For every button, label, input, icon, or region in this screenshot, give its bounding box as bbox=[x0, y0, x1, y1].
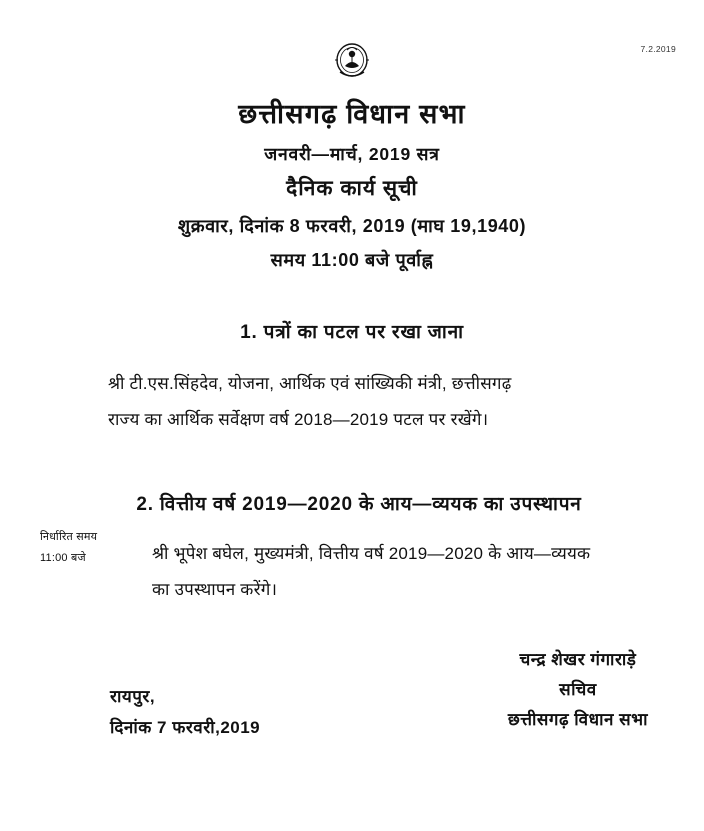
agenda-item-2-body-line-1: श्री भूपेश बघेल, मुख्यमंत्री, वित्तीय वर्ष 2019—2020 के आय—व्ययक bbox=[152, 544, 591, 563]
document-type-heading: दैनिक कार्य सूची bbox=[286, 176, 418, 200]
signatory-organisation: छत्तीसगढ़ विधान सभा bbox=[507, 709, 648, 729]
sitting-date-line: शुक्रवार, दिनांक 8 फरवरी, 2019 (माघ 19,1940) bbox=[177, 215, 527, 236]
agenda-item-1 bbox=[0, 318, 704, 437]
place-and-date-block bbox=[110, 682, 260, 743]
session-line: जनवरी—मार्च, 2019 सत्र bbox=[264, 143, 440, 164]
signature-block bbox=[508, 645, 648, 734]
agenda-item-2-time-note bbox=[40, 527, 97, 569]
signatory-designation: सचिव bbox=[559, 679, 597, 699]
agenda-item-2-body-line-2: का उपस्थापन करेंगे। bbox=[152, 579, 278, 599]
time-note-line-1: निर्धारित समय bbox=[40, 531, 98, 543]
agenda-item-1-body-line-1: श्री टी.एस.सिंहदेव, योजना, आर्थिक एवं सांख्यिकी मंत्री, छत्तीसगढ़ bbox=[108, 374, 512, 393]
emblem-container bbox=[0, 40, 704, 87]
page-title: छत्तीसगढ़ विधान सभा bbox=[238, 99, 466, 129]
chhattisgarh-vidhan-sabha-emblem-icon bbox=[332, 40, 372, 82]
title-block bbox=[0, 98, 704, 272]
sitting-time-line: समय 11:00 बजे पूर्वाह्न bbox=[270, 249, 434, 270]
agenda-item-1-body-line-2: राज्य का आर्थिक सर्वेक्षण वर्ष 2018—2019 पटल पर रखेंगे। bbox=[108, 409, 489, 429]
agenda-item-1-body bbox=[0, 366, 704, 437]
signatory-name: चन्द्र शेखर गंगाराड़े bbox=[519, 650, 637, 669]
agenda-item-2-body bbox=[0, 536, 704, 607]
agenda-item-2-heading: 2. वित्तीय वर्ष 2019—2020 के आय—व्ययक का उपस्थापन bbox=[136, 494, 582, 515]
agenda-item-1-heading: 1. पत्रों का पटल पर रखा जाना bbox=[240, 322, 464, 343]
corner-date-stamp: 7.2.2019 bbox=[640, 44, 676, 54]
agenda-item-2 bbox=[0, 490, 704, 607]
time-note-line-2: 11:00 बजे bbox=[40, 551, 86, 564]
place-name: रायपुर, bbox=[110, 687, 156, 706]
issue-date: दिनांक 7 फरवरी,2019 bbox=[110, 717, 261, 737]
